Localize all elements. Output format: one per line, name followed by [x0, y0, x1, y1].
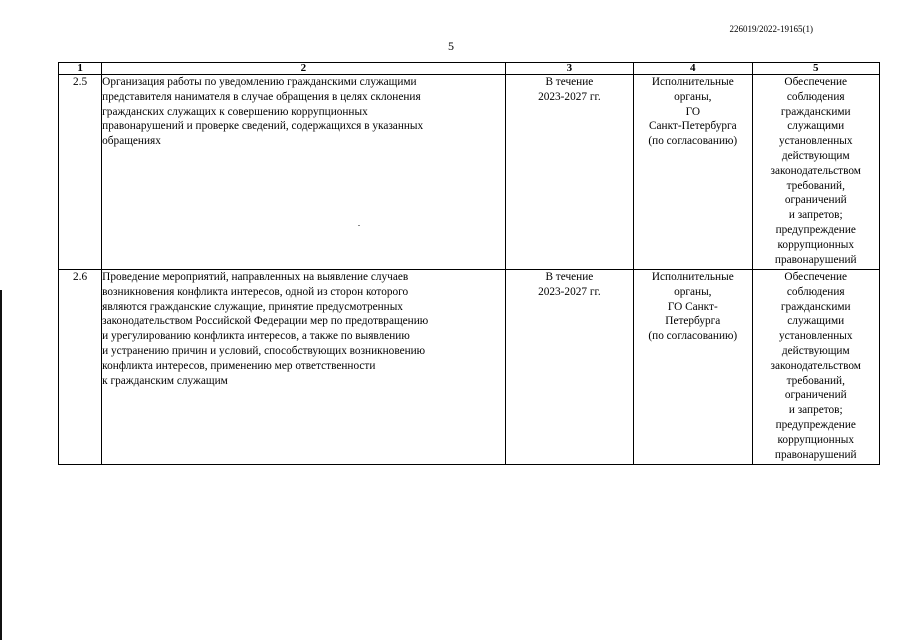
document-registration-number: 226019/2022-19165(1) [729, 24, 813, 34]
description-line: и устранению причин и условий, способствующих возникновению [102, 344, 426, 357]
result-line: служащими [787, 120, 845, 133]
period-line: В течение [545, 76, 594, 88]
result-line: действующим [781, 344, 850, 357]
row-number: 2.5 [59, 75, 102, 270]
description-line: правонарушений и проверке сведений, содержащихся в указанных [102, 120, 424, 133]
measure-description [102, 75, 505, 270]
period-line: 2023-2027 гг. [538, 90, 601, 103]
result-line: правонарушений [774, 253, 857, 266]
expected-result [752, 270, 879, 465]
result-line: соблюдения [786, 90, 845, 103]
result-line: законодательством [770, 164, 861, 177]
executors [634, 75, 752, 270]
table-row [59, 270, 880, 465]
result-line: требований, [786, 374, 845, 387]
period-line: 2023-2027 гг. [538, 285, 601, 298]
result-line: Обеспечение [784, 271, 848, 283]
executors-line: (по согласованию) [648, 330, 738, 343]
result-line: требований, [786, 179, 845, 192]
description-line: к гражданским служащим [102, 374, 228, 387]
description-line: конфликта интересов, применению мер ответственности [102, 359, 376, 372]
result-line: предупреждение [775, 223, 856, 236]
column-header-1: 1 [59, 63, 102, 75]
column-header-5: 5 [752, 63, 879, 75]
description-line: возникновения конфликта интересов, одной из сторон которого [102, 285, 409, 298]
measures-table [58, 62, 880, 465]
description-line: Организация работы по уведомлению гражданскими служащими [102, 76, 417, 88]
executors-line: Исполнительные [651, 76, 734, 88]
result-line: ограничений [784, 389, 847, 402]
description-line: являются гражданские служащие, принятие предусмотренных [102, 300, 403, 313]
result-line: гражданскими [780, 105, 851, 118]
description-line: гражданских служащих к совершению коррупционных [102, 105, 368, 118]
scan-edge-line [0, 290, 2, 640]
table-row [59, 75, 880, 270]
executors-line: органы, [674, 285, 712, 298]
result-line: коррупционных [777, 238, 854, 251]
execution-period [505, 75, 633, 270]
measure-description [102, 270, 505, 465]
result-line: ограничений [784, 194, 847, 207]
column-header-2: 2 [102, 63, 505, 75]
executors-line: ГО Санкт- [667, 300, 718, 313]
description-line: Проведение мероприятий, направленных на выявление случаев [102, 271, 409, 283]
description-line: законодательством Российской Федерации мер по предотвращению [102, 315, 429, 328]
result-line: законодательством [770, 359, 861, 372]
row-number: 2.6 [59, 270, 102, 465]
page-number: 5 [448, 39, 454, 53]
executors-line: Санкт-Петербурга [648, 120, 737, 133]
result-line: коррупционных [777, 433, 854, 446]
result-line: предупреждение [775, 418, 856, 431]
executors-line: ГО [685, 105, 701, 118]
column-header-4: 4 [634, 63, 752, 75]
result-line: установленных [778, 135, 853, 148]
description-line: представителя нанимателя в случае обращения в целях склонения [102, 90, 421, 103]
executors-line: органы, [674, 90, 712, 103]
executors-line: (по согласованию) [648, 135, 738, 148]
executors-line: Исполнительные [651, 271, 734, 283]
executors [634, 270, 752, 465]
result-line: гражданскими [780, 300, 851, 313]
expected-result [752, 75, 879, 270]
description-line: и урегулированию конфликта интересов, а также по выявлению [102, 330, 410, 343]
result-line: правонарушений [774, 448, 857, 461]
result-line: соблюдения [786, 285, 845, 298]
column-header-3: 3 [505, 63, 633, 75]
result-line: служащими [787, 315, 845, 328]
result-line: действующим [781, 149, 850, 162]
result-line: Обеспечение [784, 76, 848, 88]
result-line: установленных [778, 330, 853, 343]
table-header-row [59, 63, 880, 75]
executors-line: Петербурга [665, 315, 721, 328]
period-line: В течение [545, 271, 594, 283]
result-line: и запретов; [788, 404, 843, 417]
execution-period [505, 270, 633, 465]
description-line: обращениях [102, 135, 161, 148]
result-line: и запретов; [788, 209, 843, 222]
